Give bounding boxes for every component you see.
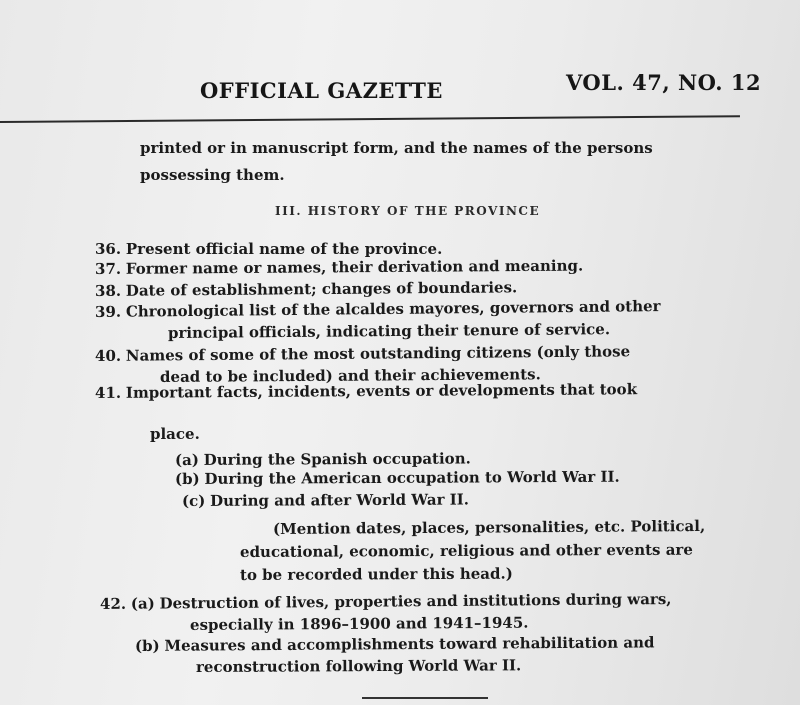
list-subitem-41c: [182, 490, 469, 510]
item-number: 40.: [94, 346, 122, 365]
note-line-2: educational, economic, religious and other events are: [239, 540, 693, 561]
subitem-text: Destruction of lives, properties and institutions during wars,: [159, 590, 672, 613]
item-number: 36.: [95, 240, 122, 258]
list-subitem-41a: [175, 449, 471, 469]
item-text: Names of some of the most outstanding citizens (only those: [125, 342, 631, 365]
item-number: 39.: [94, 302, 122, 321]
subitem-text: During the American occupation to World War II.: [204, 467, 620, 488]
item-text: Former name or names, their derivation and meaning.: [125, 256, 584, 278]
list-item-39: [95, 297, 661, 321]
list-item-41: [95, 380, 637, 402]
note-line-3: to be recorded under this head.): [239, 564, 513, 584]
subitem-text: Measures and accomplishments toward rehabilitation and: [164, 633, 655, 655]
item-number: 42.: [99, 594, 127, 613]
subitem-text: During and after World War II.: [210, 490, 469, 510]
list-item-42a: [100, 590, 672, 613]
list-item-40-continued: dead to be included) and their achievements.: [159, 365, 541, 386]
continuation-line-1: printed or in manuscript form, and the names of the persons: [140, 139, 653, 157]
footer-rule: [362, 697, 488, 699]
item-text: Date of establishment; changes of boundaries.: [125, 278, 518, 300]
subitem-label: (b): [174, 469, 200, 488]
subitem-label: (b): [134, 636, 160, 655]
item-number: 41.: [94, 383, 122, 402]
list-subitem-41b: [175, 468, 620, 488]
list-item-40: [95, 342, 630, 365]
list-item-36: [95, 240, 442, 258]
item-text: Important facts, incidents, events or developments that took: [125, 380, 638, 402]
list-item-42b: [135, 633, 655, 655]
subitem-label: (a): [130, 594, 155, 613]
list-item-39-continued: principal officials, indicating their tenure of service.: [167, 320, 611, 342]
page-title: OFFICIAL GAZETTE: [200, 78, 443, 103]
subitem-label: (c): [181, 491, 206, 510]
item-text: Chronological list of the alcaldes mayores, governors and other: [125, 297, 661, 321]
subitem-text: During the Spanish occupation.: [203, 449, 471, 469]
item-text: Present official name of the province.: [125, 240, 443, 258]
list-item-42b-continued: reconstruction following World War II.: [195, 656, 522, 676]
note-line-1: (Mention dates, places, personalities, etc. Political,: [272, 516, 706, 538]
subitem-label: (a): [174, 450, 199, 469]
volume-number: VOL. 47, NO. 12: [566, 70, 762, 95]
list-item-37: [95, 257, 583, 278]
header-rule: [0, 115, 740, 123]
list-item-38: [95, 278, 517, 300]
item-number: 37.: [94, 259, 122, 278]
list-item-41-continued: place.: [150, 425, 200, 443]
section-heading: III. HISTORY OF THE PROVINCE: [275, 204, 541, 218]
item-number: 38.: [94, 281, 122, 300]
list-item-42a-continued: especially in 1896–1900 and 1941–1945.: [189, 613, 529, 634]
continuation-line-2: possessing them.: [140, 166, 285, 184]
